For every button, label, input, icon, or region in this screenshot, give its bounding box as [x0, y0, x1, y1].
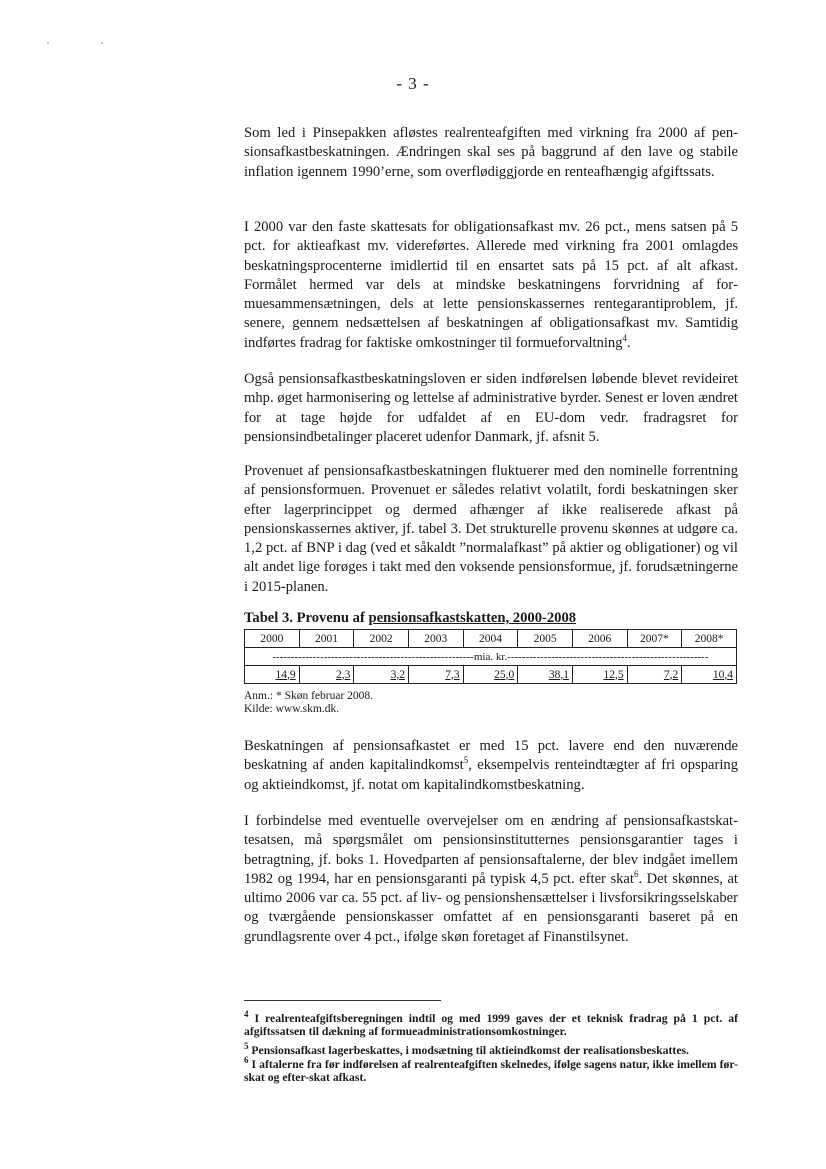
footnote-number: 4 — [244, 1009, 249, 1020]
unit-label: mia. kr. — [473, 650, 508, 663]
year-cell: 2008* — [682, 630, 737, 648]
value-cell: 7,2 — [627, 666, 682, 684]
year-cell: 2005 — [518, 630, 573, 648]
year-cell: 2007* — [627, 630, 682, 648]
value-cell: 25,0 — [463, 666, 518, 684]
footnote-text: I aftalerne fra før indførelsen af realrenteafgiften skelnedes, ifølge sagens natur, ikke imellem før-skat og efter-skat afkast. — [244, 1058, 738, 1084]
unit-cell: -------------------------------------------------------mia. kr.------------------------------------------------------- — [245, 648, 737, 666]
year-cell: 2002 — [354, 630, 409, 648]
paragraph-text: I 2000 var den faste skattesats for obligationsafkast mv. 26 pct., mens satsen på 5 pct. for aktieafkast mv. videreførtes. Allerede med virkning fra 2001 omlagdes beskatningsprocenterne imidlertid til en ensartet sats på 15 pct. af alt afkast. Formålet hermed var dels at mindske beskatningens forvridning af formuesammensætningen, dels at lette pensionskassernes rentegarantiproblem, jf. senere, gennem nedsættelsen af beskatningen af obligationsafkast mv. Samtidig indførtes fradrag for faktiske omkostninger til formueforvaltning — [244, 219, 738, 351]
scan-speck — [47, 42, 49, 44]
footnote-text: I realrenteafgiftsberegningen indtil og med 1999 gaves der et teknisk fradrag på 1 pct. af afgiftssatsen til dækning af formueadministrationsomkostninger. — [244, 1012, 738, 1038]
year-cell: 2000 — [245, 630, 300, 648]
year-cell: 2004 — [463, 630, 518, 648]
footnote-4 — [244, 1009, 738, 1038]
revenue-table — [244, 629, 737, 684]
scan-speck — [101, 42, 103, 44]
year-cell: 2001 — [299, 630, 354, 648]
value-cell: 7,3 — [408, 666, 463, 684]
page-number: - 3 - — [396, 74, 430, 93]
paragraph-pinsepakken: Som led i Pinsepakken afløstes realrenteafgiften med virkning fra 2000 af pensionsafkastbeskatningen. Ændringen skal ses på baggrund af den lave og stabile inflation igennem 1990’erne, som overflødiggjorde en renteafhængig afgiftssats. — [244, 125, 738, 180]
paragraph-text-end: . Det skønnes, at ultimo 2006 var ca. 55 pct. af liv- og pensionshensættelser i livsforsikringsselskaber og tværgående pensionskasser omfattet af en pensionsgaranti baseret på en grundlagsrente over 4 pct., ifølge skøn foretaget af Finanstilsynet. — [244, 870, 738, 945]
footnote-5 — [244, 1041, 738, 1057]
paragraph-beskatning — [244, 737, 738, 795]
paragraph-text: I forbindelse med eventuelle overvejelser om en ændring af pensionsafkastskattesatsen, må spørgsmålet om pensionsinstitutternes pensionsgarantier tages i betragtning, jf. boks 1. Hovedparten af pensionsaftalerne, der blev indgået imellem 1982 og 1994, har en pensionsgaranti på typisk 4,5 pct. efter skat — [244, 813, 738, 887]
paragraph-pensionsafkastbeskatningsloven: Også pensionsafkastbeskatningsloven er siden indførelsen løbende blevet revideiret mhp. øget harmonisering og lettelse af administrative byrder. Senest er loven ændret for at tage højde for udfaldet af en EU-dom vedr. fradragsret for pensionsindbetalinger placeret udenfor Danmark, jf. afsnit 5. — [244, 371, 738, 445]
value-cell: 10,4 — [682, 666, 737, 684]
table-unit-row — [245, 648, 737, 666]
paragraph-text: Beskatningen af pensionsafkastet er med 15 pct. lavere end den nuværende beskatning af anden kapitalindkomst — [244, 738, 738, 774]
value-cell: 38,1 — [518, 666, 573, 684]
footnote-ref-4: 4 — [622, 332, 628, 343]
footnote-number: 5 — [244, 1041, 249, 1052]
footnote-ref-5: 5 — [463, 755, 469, 766]
footnote-number: 6 — [244, 1055, 249, 1066]
paragraph-pensionsgarantier — [244, 812, 738, 947]
year-cell: 2003 — [408, 630, 463, 648]
value-cell: 14,9 — [245, 666, 300, 684]
paragraph-provenu: Provenuet af pensionsafkastbeskatningen fluktuerer med den nominelle forrentning af pensionsformuen. Provenuet er således relativt volatilt, fordi beskatningen sker efter lagerprincippet og dermed afhænger af ikke realiserede afkast på pensionskassernes aktiver, jf. tabel 3. Det strukturelle provenu skønnes at udgøre ca. 1,2 pct. af BNP i dag (ved et såkaldt ”normalafkast” på aktier og obligationer) og vil alt andet lige forøges i takt med den voksende pensionsformue, jf. forudsætningerne i 2015-planen. — [244, 463, 738, 595]
value-cell: 12,5 — [572, 666, 627, 684]
footnote-ref-6: 6 — [633, 869, 639, 880]
year-cell: 2006 — [572, 630, 627, 648]
paragraph-skattesats-2000 — [244, 218, 738, 353]
paragraph-text-end: , eksempelvis renteindtægter af fri opsparing og aktieindkomst, jf. notat om kapitalindkomstbeskatning. — [244, 757, 738, 793]
footnote-separator — [244, 1000, 441, 1001]
value-cell: 2,3 — [299, 666, 354, 684]
table-title — [244, 610, 576, 627]
table-header-row — [245, 630, 737, 648]
table-title-part-a: Tabel 3. Provenu af — [244, 610, 369, 626]
paragraph-text-end: . — [627, 334, 631, 351]
table-note: Anm.: * Skøn februar 2008. — [244, 690, 374, 702]
footnote-text: Pensionsafkast lagerbeskattes, i modsætning til aktieindkomst der realisationsbeskattes. — [248, 1044, 689, 1057]
table-source: Kilde: www.skm.dk. — [244, 703, 340, 715]
footnote-6 — [244, 1055, 738, 1084]
table-title-part-b: pensionsafkastskatten, 2000-2008 — [368, 610, 577, 626]
value-cell: 3,2 — [354, 666, 409, 684]
table-values-row — [245, 666, 737, 684]
